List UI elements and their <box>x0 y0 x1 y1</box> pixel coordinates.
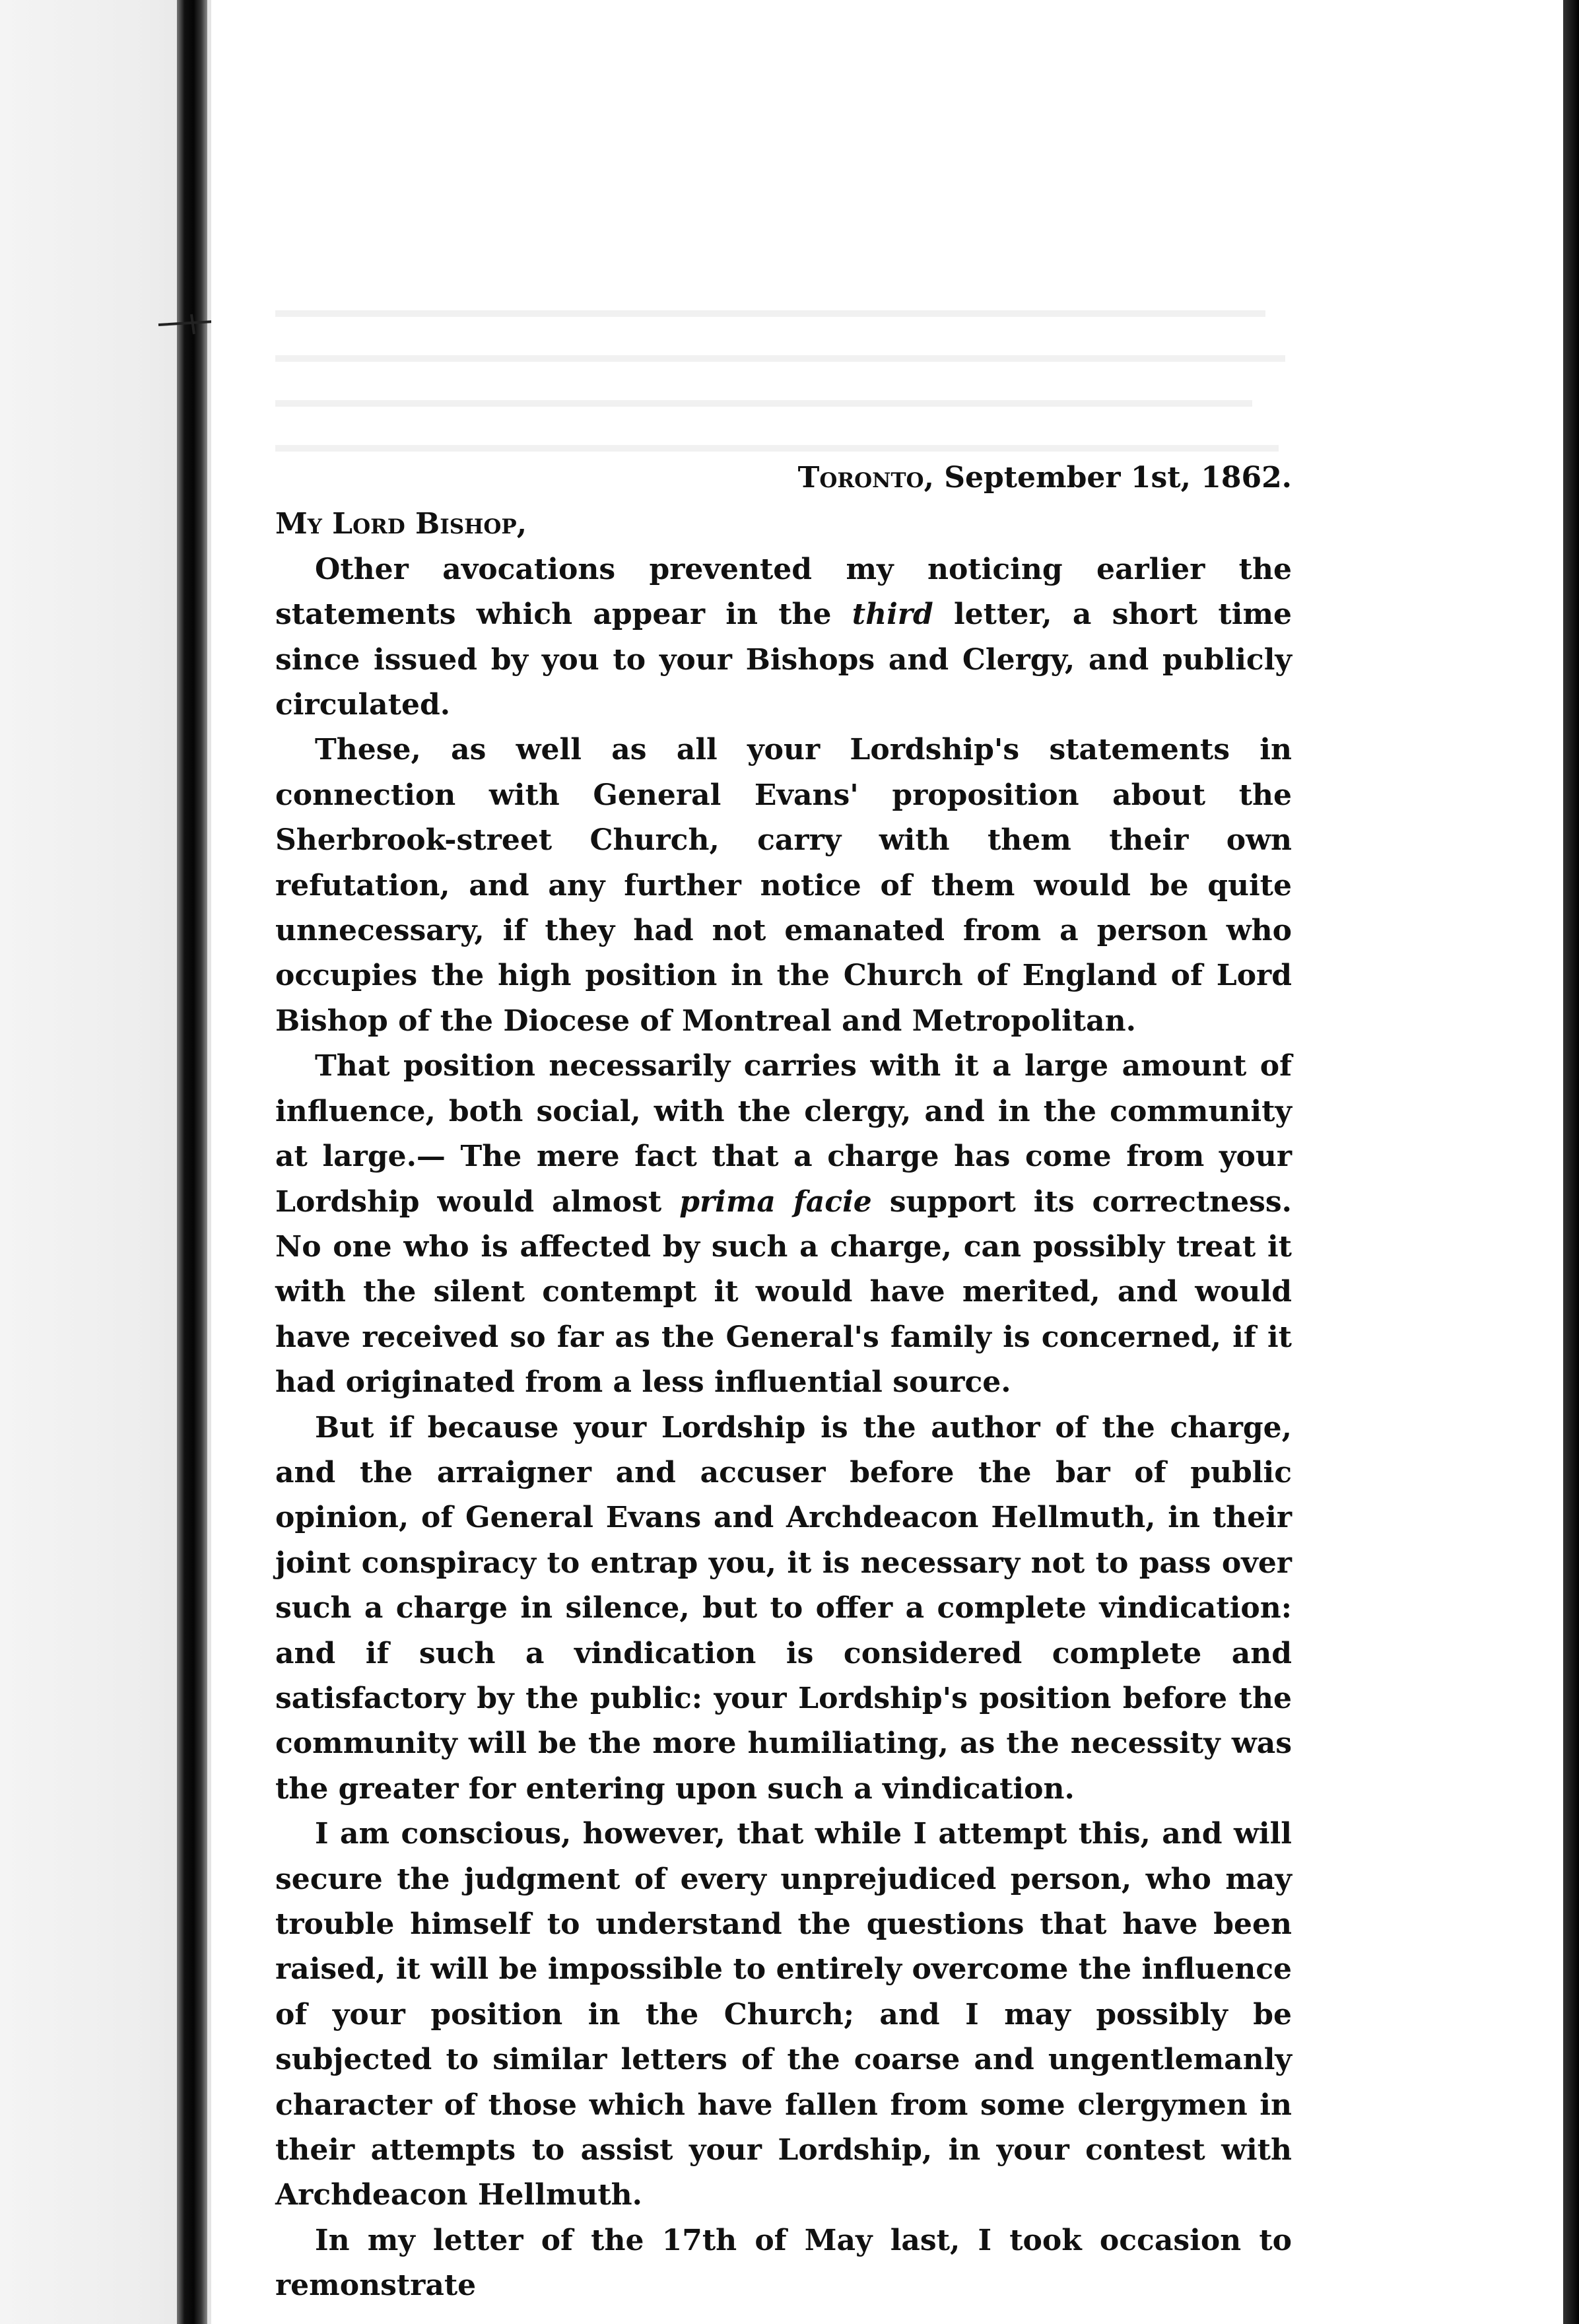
paragraph-1 <box>275 547 1292 728</box>
paragraph-2: These, as well as all your Lordship's statements in connection with General Evans' proposition about the Sherbrook-street Church, carry with them their own refutation, and any further notice of them would be quite unnecessary, if they had not emanated from a person who occupies the high position in the Church of England of Lord Bishop of the Diocese of Montreal and Metropolitan. <box>275 733 1292 1038</box>
paragraph-5: I am conscious, however, that while I attempt this, and will secure the judgment of every unprejudiced person, who may trouble himself to understand the questions that have been raised, it will be impossible to entirely overcome the influence of your position in the Church; and I may possibly be subjected to similar letters of the coarse and ungentlemanly character of those which have fallen from some clergymen in their attempts to assist your Lordship, in your contest with Archdeacon Hellmuth. <box>275 1817 1292 2212</box>
paragraph-1-text-a: Other avocations prevented my noticing earlier the statements which appear in the <box>275 552 1292 632</box>
dateline-date: , September 1st, 1862. <box>924 461 1292 495</box>
paragraph-1-italic: third <box>852 598 933 632</box>
page-right-edge <box>1563 0 1579 2324</box>
paragraph-3-text-b: support its correctness. No one who is affected by such a charge, can possibly treat it with the silent contempt it would have merited, and would have received so far as the General's family is concerned, if it had originated from a less influential source. <box>275 1184 1293 1400</box>
letter-body <box>275 456 1292 2309</box>
paragraph-4: But if because your Lordship is the author of the charge, and the arraigner and accuser before the bar of public opinion, of General Evans and Archdeacon Hellmuth, in their joint conspiracy to entrap you, it is necessary not to pass over such a charge in silence, but to offer a complete vindication: and if such a vindication is considered complete and satisfactory by the public: your Lordship's position before the community will be the more humiliating, as the necessity was the greater for entering upon such a vindication. <box>275 1410 1292 1806</box>
salutation: My Lord Bishop, <box>275 507 527 541</box>
paragraph-3-italic: prima facie <box>679 1184 872 1219</box>
paragraph-1-text-b: letter, a short time since issued by you to your Bishops and Clergy, and publicly circulated. <box>275 598 1292 722</box>
paragraph-6: In my letter of the 17th of May last, I took occasion to remonstrate <box>275 2223 1292 2303</box>
paragraph-3 <box>275 1044 1292 1405</box>
book-spine-shadow <box>177 0 207 2324</box>
dateline-city: Toronto <box>797 461 924 495</box>
paragraph-3-text-a: That position necessarily carries with it a large amount of influence, both social, with the clergy, and in the community at large.— The mere fact that a charge has come from your Lordship would almost <box>275 1049 1292 1219</box>
dateline <box>275 456 1292 500</box>
